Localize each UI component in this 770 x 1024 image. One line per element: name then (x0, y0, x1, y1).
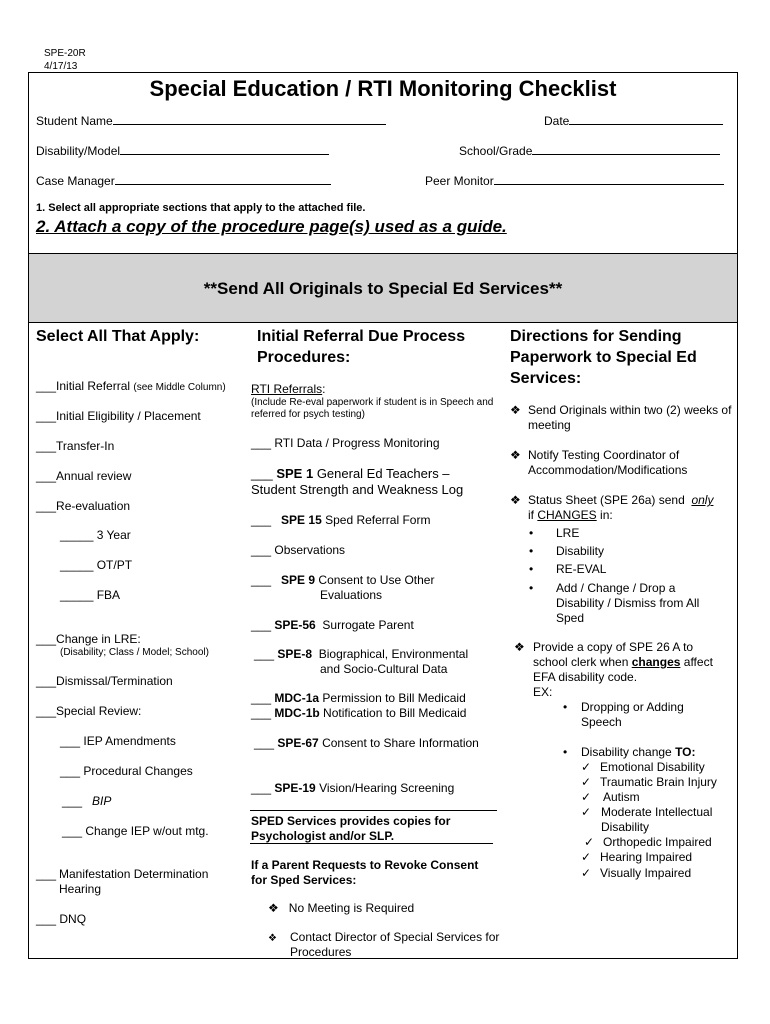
rti-referrals-label: RTI Referrals (251, 382, 323, 396)
manifestation-blank[interactable]: ___ (36, 867, 57, 881)
special-review-item[interactable]: ___Special Review: (36, 704, 142, 718)
status-item: LRE (556, 526, 580, 540)
school-grade-label: School/Grade (459, 144, 533, 158)
form-code-number: SPE-20R (44, 48, 86, 59)
initial-referral-note: (see Middle Column) (133, 382, 226, 393)
spe56-blank: ___ (251, 618, 272, 632)
diamond-bullet-icon: ❖ (510, 403, 521, 417)
disability-model-label: Disability/Model (36, 144, 121, 158)
spe9-text-continued: Evaluations (320, 588, 383, 602)
contact-director-text: Contact Director of Special Services for Procedures (290, 930, 500, 959)
no-meeting-text: No Meeting is Required (288, 901, 415, 915)
change-in-lre-item[interactable]: ___Change in LRE: (36, 632, 141, 646)
banner-text: **Send All Originals to Special Ed Services** (203, 279, 563, 298)
mdc1b-code: MDC-1b (274, 706, 320, 720)
initial-referral-label: ___Initial Referral (36, 379, 131, 393)
middle-column-heading: Initial Referral Due Process Procedures: (257, 328, 466, 366)
dismissal-item[interactable]: ___Dismissal/Termination (36, 674, 173, 688)
initial-eligibility-item[interactable]: ___Initial Eligibility / Placement (36, 409, 201, 423)
diamond-bullet-icon: ❖ (510, 493, 521, 507)
mdc1b-item[interactable] (251, 706, 466, 721)
disability-model-field[interactable] (36, 144, 329, 158)
peer-monitor-line[interactable] (494, 174, 724, 185)
check-icon: ✓ (581, 775, 592, 789)
spe8-code: SPE-8 (277, 647, 313, 661)
spe15-text: Sped Referral Form (325, 513, 431, 527)
provide-copy-pre: Provide a copy of SPE 26 A to school clerk when (533, 640, 694, 669)
sped-copies-note: SPED Services provides copies for Psychologist and/or SLP. (251, 814, 451, 843)
bullet-icon: • (529, 581, 534, 595)
example-label: EX: (533, 685, 553, 699)
student-name-line[interactable] (113, 114, 386, 125)
status-item: Add / Change / Drop a Disability / Dismiss from All Sped (556, 581, 700, 625)
three-year-item[interactable]: _____ 3 Year (60, 528, 131, 542)
spe19-blank: ___ (251, 781, 272, 795)
disability-option: Traumatic Brain Injury (600, 775, 717, 789)
peer-monitor-label: Peer Monitor (425, 174, 494, 188)
mdc1a-code: MDC-1a (274, 691, 320, 705)
spe1-item[interactable] (251, 466, 496, 498)
right-column-heading: Directions for Sending Paperwork to Special Ed Services: (510, 328, 697, 387)
disability-option: Emotional Disability (600, 760, 705, 774)
page-title: Special Education / RTI Monitoring Checklist (149, 76, 617, 101)
spe19-text: Vision/Hearing Screening (319, 781, 455, 795)
bip-blank: ___ (62, 794, 83, 808)
spe56-item[interactable] (251, 618, 414, 633)
spe19-item[interactable] (251, 781, 454, 796)
status-changes-text: CHANGES (537, 508, 597, 522)
check-icon: ✓ (581, 850, 592, 864)
divider-bottom (250, 843, 493, 844)
dnq-item[interactable]: ___ DNQ (36, 912, 87, 926)
spe1-text: General Ed Teachers – Student Strength and Weakness Log (251, 466, 464, 497)
mdc1b-blank: ___ (251, 706, 272, 720)
status-in-text: in: (600, 508, 613, 522)
diamond-bullet-icon: ❖ (268, 933, 277, 944)
initial-referral-item[interactable] (36, 379, 226, 394)
revoke-consent-heading: If a Parent Requests to Revoke Consent for Sped Services: (251, 858, 479, 887)
date-label: Date (544, 114, 570, 128)
check-icon: ✓ (584, 835, 595, 849)
peer-monitor-field[interactable] (425, 174, 724, 188)
date-line[interactable] (569, 114, 723, 125)
divider-top (250, 810, 497, 811)
status-sheet-line1 (528, 493, 713, 508)
rti-data-item[interactable]: ___ RTI Data / Progress Monitoring (251, 436, 440, 450)
school-grade-field[interactable] (459, 144, 720, 158)
student-name-label: Student Name (36, 114, 113, 128)
check-icon: ✓ (581, 790, 592, 804)
spe1-blank: ___ (251, 466, 273, 481)
status-sheet-line2 (528, 508, 613, 523)
spe56-code: SPE-56 (274, 618, 316, 632)
rti-referrals-colon: : (322, 382, 326, 396)
check-icon: ✓ (581, 805, 592, 819)
disability-option: Moderate Intellectual Disability (601, 805, 713, 834)
diamond-bullet-icon: ❖ (514, 640, 525, 654)
student-name-field[interactable] (36, 114, 386, 128)
spe56-text: Surrogate Parent (322, 618, 414, 632)
bullet-icon: • (529, 526, 534, 540)
disability-option: Orthopedic Impaired (603, 835, 712, 849)
annual-review-item[interactable]: ___Annual review (36, 469, 132, 483)
diamond-bullet-icon: ❖ (510, 448, 521, 462)
disability-option: Visually Impaired (600, 866, 692, 880)
provide-copy-text (533, 640, 728, 685)
iep-amendments-item[interactable]: ___ IEP Amendments (60, 734, 176, 748)
status-item: Disability (556, 544, 605, 558)
procedural-changes-item[interactable]: ___ Procedural Changes (60, 764, 193, 778)
disability-change-text: Disability change (581, 745, 672, 759)
spe9-code: SPE 9 (281, 573, 316, 587)
mdc1a-blank: ___ (251, 691, 272, 705)
form-date: 4/17/13 (44, 61, 78, 72)
disability-option: Autism (603, 790, 640, 804)
manifestation-label: Manifestation Determination Hearing (59, 867, 209, 896)
re-evaluation-item[interactable]: ___Re-evaluation (36, 499, 131, 513)
notify-text: Notify Testing Coordinator of Accommodation/Modifications (528, 448, 688, 477)
date-field[interactable] (544, 114, 723, 128)
check-icon: ✓ (581, 866, 592, 880)
spe9-blank: ___ (251, 573, 272, 587)
status-if-text: if (528, 508, 534, 522)
provide-copy-post: affect EFA disability code. (533, 655, 713, 684)
left-column-heading: Select All That Apply: (36, 328, 200, 345)
bullet-icon: • (563, 700, 568, 714)
spe9-text: Consent to Use Other (318, 573, 435, 587)
case-manager-field[interactable] (36, 174, 331, 188)
spe9-item[interactable] (251, 573, 434, 588)
spe8-text: Biographical, Environmental (318, 647, 469, 661)
ot-pt-item[interactable]: _____ OT/PT (60, 558, 133, 572)
disability-option: Hearing Impaired (600, 850, 693, 864)
case-manager-line[interactable] (115, 174, 331, 185)
bip-item[interactable] (62, 794, 111, 809)
bip-label: BIP (92, 794, 112, 808)
bullet-icon: • (529, 562, 534, 576)
send-originals-text: Send Originals within two (2) weeks of meeting (528, 403, 732, 432)
spe1-code: SPE 1 (276, 466, 314, 481)
bullet-icon: • (529, 544, 534, 558)
spe19-code: SPE-19 (274, 781, 316, 795)
status-sheet-text: Status Sheet (SPE 26a) send (528, 493, 685, 507)
case-manager-label: Case Manager (36, 174, 115, 188)
spe8-blank: ___ (254, 647, 275, 661)
rti-referrals-heading (251, 382, 325, 397)
disability-model-line[interactable] (120, 144, 329, 155)
instruction-step-2: 2. Attach a copy of the procedure page(s) used as a guide. (36, 217, 507, 236)
mdc1a-text: Permission to Bill Medicaid (322, 691, 466, 705)
status-item: RE-EVAL (556, 562, 607, 576)
school-grade-line[interactable] (532, 144, 720, 155)
spe15-item[interactable] (251, 513, 430, 528)
change-in-lre-note: (Disability; Class / Model; School) (60, 647, 209, 658)
fba-item[interactable]: _____ FBA (60, 588, 121, 602)
disability-change-line (581, 745, 696, 760)
instruction-step-1: 1. Select all appropriate sections that apply to the attached file. (36, 202, 366, 214)
disability-change-to: TO: (675, 745, 696, 759)
check-icon: ✓ (581, 760, 592, 774)
spe15-blank: ___ (251, 513, 272, 527)
transfer-in-item[interactable]: ___Transfer-In (36, 439, 115, 453)
status-only-text: only (691, 493, 714, 507)
diamond-bullet-icon: ❖ (268, 901, 279, 915)
spe67-code: SPE-67 (277, 736, 319, 750)
spe8-text-continued: and Socio-Cultural Data (320, 662, 448, 676)
spe15-code: SPE 15 (281, 513, 322, 527)
spe67-text: Consent to Share Information (322, 736, 479, 750)
no-meeting-item (268, 901, 414, 916)
observations-item[interactable]: ___ Observations (251, 543, 346, 557)
provide-copy-changes: changes (631, 655, 681, 669)
form-code (44, 47, 86, 73)
spe8-item[interactable] (254, 647, 468, 662)
mdc1b-text: Notification to Bill Medicaid (323, 706, 467, 720)
dropping-adding-text: Dropping or Adding Speech (581, 700, 684, 729)
spe67-blank: ___ (254, 736, 275, 750)
rti-note: (Include Re-eval paperwork if student is in Speech and referred for psych testing) (251, 397, 494, 420)
mdc1a-item[interactable] (251, 691, 466, 706)
change-iep-item[interactable]: ___ Change IEP w/out mtg. (62, 824, 209, 838)
bullet-icon: • (563, 745, 568, 759)
spe67-item[interactable] (254, 736, 479, 751)
